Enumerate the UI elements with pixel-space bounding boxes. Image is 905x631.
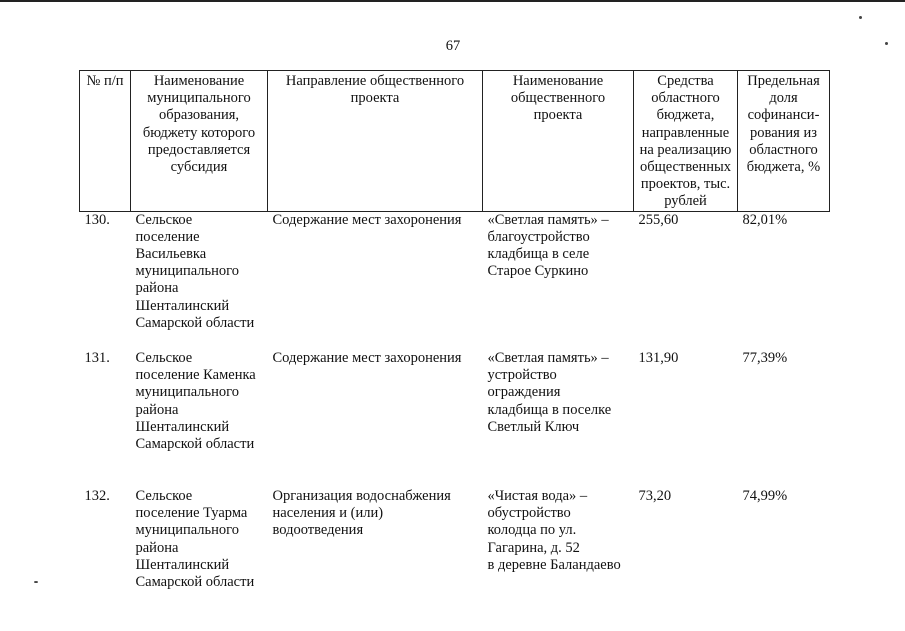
share-cell: 82,01% — [742, 211, 788, 228]
municipality-cell — [131, 211, 268, 332]
top-edge-rule — [0, 0, 905, 2]
project-cell — [483, 332, 634, 470]
municipality-line: Шенталинский — [135, 297, 230, 314]
table-row — [80, 211, 830, 332]
project-line: обустройство — [487, 505, 571, 522]
direction-cell — [268, 211, 483, 332]
project-cell — [483, 211, 634, 332]
funds-cell: 73,20 — [638, 488, 672, 505]
project-line: ограждения — [487, 384, 561, 401]
municipality-line: Сельское — [135, 211, 193, 228]
header-project: Наименование общественного проекта — [483, 71, 634, 212]
municipality-line: Самарской области — [135, 314, 255, 331]
direction-cell — [268, 470, 483, 608]
project-line: «Светлая память» – — [487, 350, 609, 367]
municipality-line: поселение Туарма — [135, 505, 248, 522]
row-number: 131. — [84, 350, 110, 367]
funds-cell: 131,90 — [638, 350, 679, 367]
project-line: благоустройство — [487, 228, 590, 245]
municipality-line: района — [135, 280, 179, 297]
municipality-line: поселение — [135, 228, 200, 245]
direction-line: населения и (или) — [272, 505, 384, 522]
funds-cell: 255,60 — [638, 211, 679, 228]
direction-line: Содержание мест захоронения — [272, 211, 462, 228]
project-line: колодца по ул. — [487, 522, 577, 539]
municipality-line: Сельское — [135, 350, 193, 367]
table-header-row — [80, 71, 830, 212]
scan-speck — [34, 581, 38, 583]
municipality-line: муниципального — [135, 384, 239, 401]
project-line: Гагарина, д. 52 — [487, 539, 580, 556]
share-cell: 77,39% — [742, 350, 788, 367]
project-line: Старое Суркино — [487, 263, 589, 280]
direction-line: Содержание мест захоронения — [272, 350, 462, 367]
municipality-line: района — [135, 539, 179, 556]
project-line: устройство — [487, 367, 557, 384]
header-funds: Средства областного бюджета, направленные на реализацию общественных проектов, тыс. рублей — [634, 71, 738, 212]
direction-cell — [268, 332, 483, 470]
page-number: 67 — [445, 38, 461, 54]
municipality-line: района — [135, 401, 179, 418]
municipality-line: муниципального — [135, 263, 239, 280]
project-line: «Светлая память» – — [487, 211, 609, 228]
project-line: кладбища в поселке — [487, 401, 612, 418]
project-line: Светлый Ключ — [487, 418, 580, 435]
municipality-line: Самарской области — [135, 574, 255, 591]
municipality-line: Шенталинский — [135, 556, 230, 573]
header-municipality: Наименование муниципального образования, бюджету которого предоставляется субсидия — [131, 71, 268, 212]
municipality-cell — [131, 470, 268, 608]
scan-speck — [859, 16, 862, 19]
table-row — [80, 332, 830, 470]
project-cell — [483, 470, 634, 608]
municipality-cell — [131, 332, 268, 470]
municipality-line: Шенталинский — [135, 418, 230, 435]
row-number: 132. — [84, 488, 110, 505]
direction-line: водоотведения — [272, 522, 364, 539]
municipality-line: поселение Каменка — [135, 367, 256, 384]
project-line: «Чистая вода» – — [487, 488, 588, 505]
share-cell: 74,99% — [742, 488, 788, 505]
header-direction: Направление общественного проекта — [268, 71, 483, 212]
project-line: кладбища в селе — [487, 246, 590, 263]
municipality-line: Самарской области — [135, 436, 255, 453]
row-number: 130. — [84, 211, 110, 228]
scan-speck — [885, 42, 888, 45]
header-num: № п/п — [80, 71, 131, 212]
subsidy-table — [79, 70, 830, 608]
project-line: в деревне Баландаево — [487, 556, 621, 573]
table-row — [80, 470, 830, 608]
header-share: Предельная доля софинанси-рования из областного бюджета, % — [738, 71, 830, 212]
municipality-line: муниципального — [135, 522, 239, 539]
municipality-line: Васильевка — [135, 246, 207, 263]
direction-line: Организация водоснабжения — [272, 488, 451, 505]
municipality-line: Сельское — [135, 488, 193, 505]
